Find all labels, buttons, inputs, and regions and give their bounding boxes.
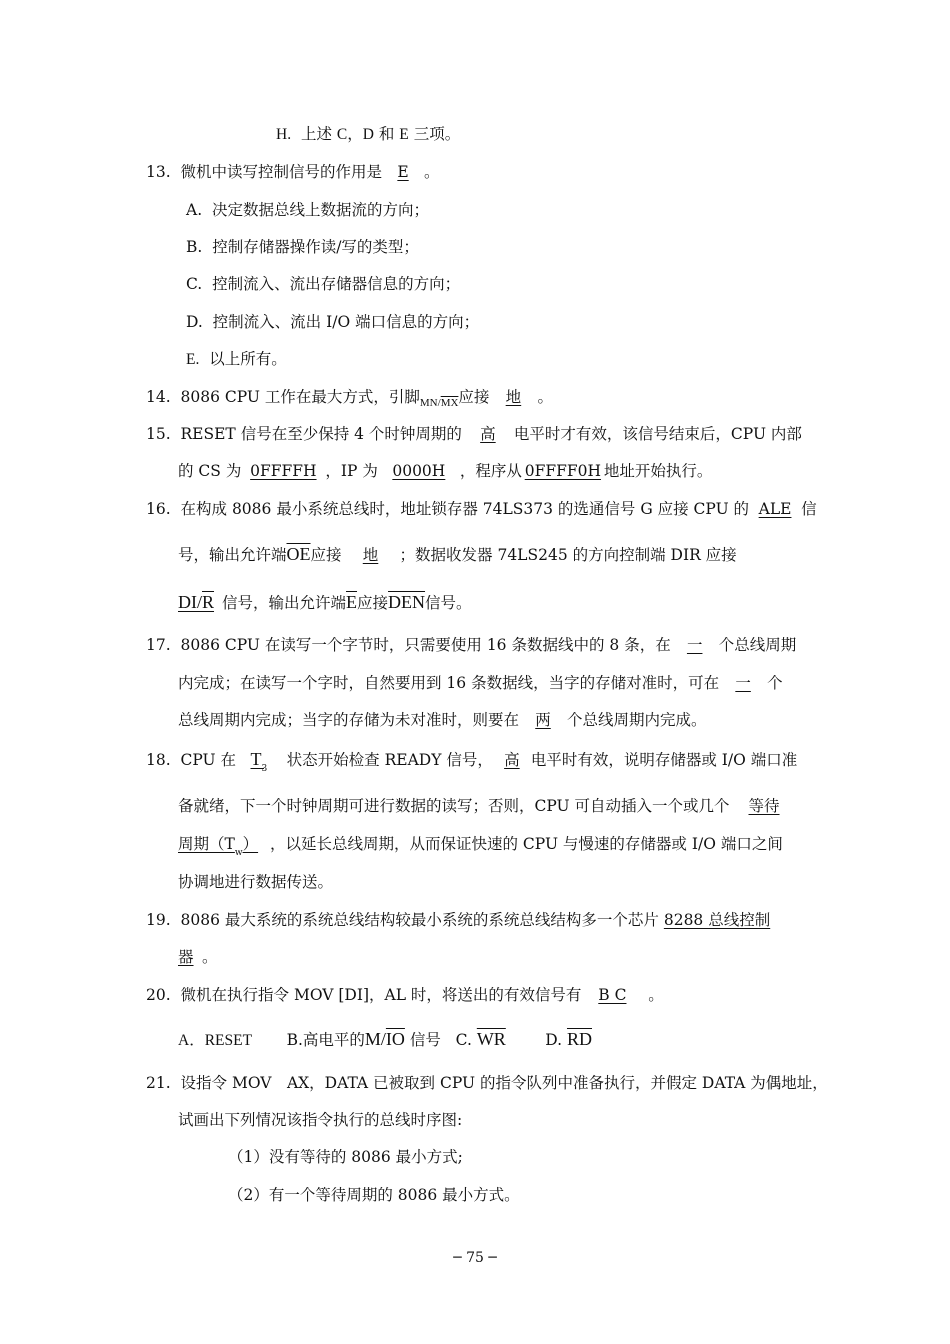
question-17-line2: 内完成；在读写一个字时，自然要用到 16 条数据线，当字的存储对准时，可在 一 个 xyxy=(178,674,783,692)
answer-blank: 高 xyxy=(504,751,520,769)
answer-blank: ALE xyxy=(758,500,792,518)
answer-blank: 一 xyxy=(735,674,751,692)
answer-blank: 0FFFF0H xyxy=(524,462,601,480)
answer-blank: 8288 总线控制 xyxy=(663,911,771,929)
answer-blank: B C xyxy=(598,986,627,1004)
question-13: 13. 微机中读写控制信号的作用是 E 。 xyxy=(146,163,440,181)
question-14: 14. 8086 CPU 工作在最大方式，引脚$_{MN/\overline{MX}}$应接 地 。 xyxy=(146,388,553,409)
q20-option-c: C. $\overline{WR}$ xyxy=(455,1029,506,1049)
answer-blank: 两 xyxy=(535,711,551,729)
answer-blank: 等待 xyxy=(748,797,780,815)
answer-blank: 器 xyxy=(178,948,194,966)
question-21-line2: 试画出下列情况该指令执行的总线时序图: xyxy=(178,1111,463,1129)
answer-blank: 0000H xyxy=(392,462,446,480)
answer-dt-r: DI/R xyxy=(178,592,215,612)
signal-oe: $\overline{OE}$ xyxy=(286,544,311,564)
q13-option-a: A. 决定数据总线上数据流的方向； xyxy=(186,201,429,219)
q20-option-d: D. $\overline{RD}$ xyxy=(545,1029,592,1049)
question-21-sub2: （2）有一个等待周期的 8086 最小方式。 xyxy=(228,1186,520,1204)
answer-t3: $T_3$ xyxy=(250,749,268,774)
answer-blank: 高 xyxy=(480,425,496,443)
question-17-line3: 总线周期内完成；当字的存储为未对准时，则要在 两 个总线周期内完成。 xyxy=(178,711,707,729)
answer-blank: 周期$(T_w)$ xyxy=(178,835,259,858)
question-19-line2: 器 。 xyxy=(178,948,218,966)
answer-blank: E xyxy=(397,163,409,181)
page-number: ─ 75 ─ xyxy=(453,1250,497,1266)
question-20-options xyxy=(178,1029,592,1051)
q13-option-e: E. 以上所有。 xyxy=(186,350,287,368)
question-19: 19. 8086 最大系统的系统总线结构较最小系统的系统总线结构多一个芯片 8288 总线控制 xyxy=(146,911,771,929)
q20-option-a: A．RESET xyxy=(178,1032,253,1049)
answer-blank: 地 xyxy=(505,388,522,406)
question-21: 21. 设指令 MOV AX，DATA 已被取到 CPU 的指令队列中准备执行，并假定 DATA 为偶地址， xyxy=(146,1074,828,1092)
q13-option-c: C. 控制流入、流出存储器信息的方向； xyxy=(186,275,461,293)
q20-option-b: B.高电平的$M/\overline{IO}$ 信号 xyxy=(286,1029,441,1049)
question-16-line3: DI/R 信号，输出允许端$\overline{E}$应接$\overline{DEN}$信号。 xyxy=(178,592,472,612)
q13-option-b: B. 控制存储器操作读/写的类型； xyxy=(186,238,419,256)
q13-option-d: D. 控制流入、流出 I/O 端口信息的方向； xyxy=(186,313,480,331)
question-15-line2: 的 CS 为 0FFFFH ，IP 为 0000H ，程序从 0FFFF0H 地址开始执行。 xyxy=(178,462,713,480)
question-20: 20. 微机在执行指令 MOV [DI]，AL 时，将送出的有效信号有 B C 。 xyxy=(146,986,664,1004)
question-16-line2: 号，输出允许端$\overline{OE}$应接 地 ；数据收发器 74LS245 的方向控制端 DIR 应接 xyxy=(178,544,737,564)
question-17: 17. 8086 CPU 在读写一个字节时，只需要使用 16 条数据线中的 8 条，在 一 个总线周期 xyxy=(146,636,797,654)
answer-e: $\overline{E}$ xyxy=(346,592,358,612)
question-18-line4: 协调地进行数据传送。 xyxy=(178,873,334,891)
pin-mn-mx: MN/MX xyxy=(419,397,459,409)
answer-den: $\overline{DEN}$ xyxy=(388,592,426,612)
question-16: 16. 在构成 8086 最小系统总线时，地址锁存器 74LS373 的选通信号 G 应接 CPU 的 ALE 信 xyxy=(146,500,817,518)
question-18-line2: 备就绪，下一个时钟周期可进行数据的读写；否则，CPU 可自动插入一个或几个 等待 xyxy=(178,797,780,815)
answer-blank: 地 xyxy=(362,546,379,564)
question-18: 18. CPU 在 $T_3$ 状态开始检查 READY 信号， 高 电平时有效，说明存储器或 I/O 端口准 xyxy=(146,749,797,779)
question-21-sub1: （1）没有等待的 8086 最小方式; xyxy=(228,1148,463,1166)
option-h: H. 上述 C，D 和 E 三项。 xyxy=(276,125,461,143)
answer-blank: 一 xyxy=(686,636,703,654)
question-18-line3: 周期$(T_w)$ ，以延长总线周期，从而保证快速的 CPU 与慢速的存储器或 I/O 端口之间 xyxy=(178,834,783,863)
answer-blank: 0FFFFH xyxy=(250,462,317,480)
question-15: 15. RESET 信号在至少保持 4 个时钟周期的 高 电平时才有效，该信号结束后，CPU 内部 xyxy=(146,425,802,443)
